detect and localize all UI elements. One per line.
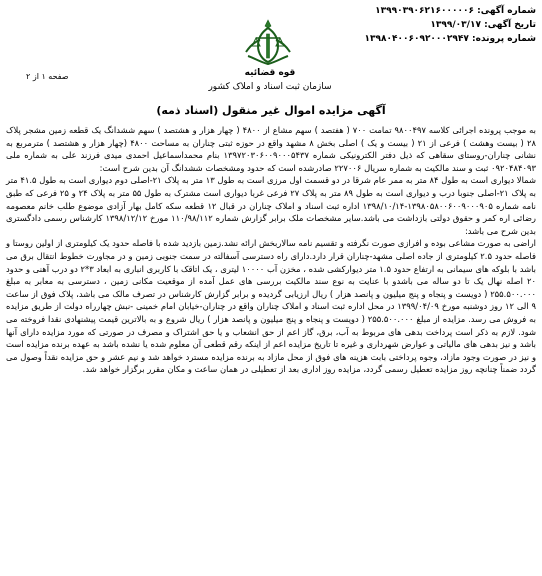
ad-number-row (346, 4, 536, 18)
case-number-label: شماره پرونده: (472, 34, 536, 44)
ad-number-label: شماره آگهی: (477, 6, 536, 16)
judiciary-name: قوه قضائیه (244, 68, 296, 78)
paragraph-boundaries: شمالا دیواری است به طول ۸۴ متر به ممر عام شرقا در دو قسمت اول مرزی است به طول ۱۳ متر به پلاک ۲۱-اصلی دوم دیواری است به طول ۴۱.۵ متر به پلاک ۲۱-اصلی جنوبا درب و دیواری است به طول ۸۹ متر به پلاک ۲۷ فرعی غربا دیواری است مشترک به طول ۵۵ متر به پلاک ۲۴ و ۲۵ فرعی که طبق نامه شماره ۱۳۹۸۰۵۸۰۰۶۰۰۹۰۰۰۹۰۵-۱۳۹۸/۱۰/۱۴ اداره ثبت اسناد و املاک چناران در قبال ۱۲ قطعه سکه کامل بهار آزادی موضوع طلب خانم معصومه رضائی اره کمر و حقوق دولتی بازداشت می باشد.سایر مشخصات ملک برابر گزارش شماره ۱۱۰/۹۸/۱۱۲ مورخ ۱۳۹۸/۱۲/۱۲ کارشناس رسمی دادگستری بدین شرح می باشد: (6, 175, 536, 236)
judiciary-emblem-icon (238, 16, 298, 68)
ad-meta-block (346, 4, 536, 46)
ad-number: ۱۳۹۹۰۳۹۰۶۲۱۶۰۰۰۰۰۶ (375, 6, 474, 16)
ad-date-row (346, 18, 536, 32)
registration-org-name: سازمان ثبت اسناد و املاک کشور (208, 82, 332, 92)
ad-date-label: تاریخ آگهی: (484, 20, 536, 30)
paragraph-details: اراضی به صورت مشاعی بوده و افرازی صورت نگرفته و تقسیم نامه سالاربخش ارائه نشد.زمین بازدید شده با فاصله حدود یک کیلومتری از اولین روستا و فاصله حدود ۲.۵ کیلومتری از جاده اصلی مشهد-چناران قرار دارد.دارای راه دسترسی آسفالته در سمت جنوبی زمین و در مجاورت خطوط انتقال برق می باشد با بلوکه های سیمانی به ارتفاع حدود ۱.۵ متر دیوارکشی شده ، مخزن آب ۱۰۰۰۰ لیتری ، یک اتاقک با کاربری انباری به ابعاد ۳*۲ دو درب آهنی و حدود ۲۰ اصله نهال یک تا دو ساله می باشدو با عنایت به نوع سند مالکیت بررسی های عمل آمده از موقعیت مکانی زمین ، دسترسی به معابر به مبلغ ۲۵۵.۵۰۰.۰۰۰ ( دویست و پنجاه و پنج میلیون و پانصد هزار ) ریال ارزیابی گردیده و برابر گزارش کارشناس در تصرف مالک می باشد، پلاک فوق از ساعت ۹ الی ۱۲ روز دوشنبه مورخ ۱۳۹۹/۰۴/۰۹ در محل اداره ثبت اسناد و املاک چناران واقع در چناران-خیابان امام خمینی -نبش چهارراه دولت از طریق مزایده به فروش می رسد. مزایده از مبلغ ۲۵۵.۵۰۰.۰۰۰ ( دویست و پنجاه و پنج میلیون و پانصد هزار ) ریال شروع و به بالاترین قیمت پیشنهادی نقدا فروخته می شود. لازم به ذکر است پرداخت بدهی های مربوط به آب، برق، گاز اعم از حق انشعاب و یا حق اشتراک و مصرف در صورتی که مورد مزایده دارای آنها باشد و نیز بدهی های مالیاتی و عوارض شهرداری و غیره تا تاریخ مزایده اعم از اینکه رقم قطعی آن معلوم شده یا نشده باشد به عهده برنده مزایده است و نیز در صورت وجود مازاد، وجوه پرداختی بابت هزینه های فوق از محل مازاد به برنده مزایده مسترد خواهد شد و نیم عشر و حق مزایده نقداً وصول می گردد ضمناً چنانچه روز مزایده تعطیل رسمی گردد، مزایده روز اداری بعد از تعطیلی در همان ساعت و مکان مقرر برگزار خواهد شد. (6, 238, 537, 375)
notice-body (6, 124, 536, 376)
document-header (0, 0, 542, 100)
ad-date: ۱۳۹۹/۰۳/۱۷ (430, 20, 481, 30)
case-number: ۱۳۹۸۰۴۰۰۶۰۹۲۰۰۰۲۹۴۷ (364, 34, 469, 44)
case-number-row (346, 32, 536, 46)
page-title: آگهی مزایده اموال غیر منقول (اسناد ذمه) (156, 104, 386, 117)
page-number: صفحه ۱ از ۲ (26, 72, 69, 81)
paragraph-intro: به موجب پرونده اجرائی کلاسه ۹۸۰۰۴۹۷ تمامت ۷۰۰ ( هفتصد ) سهم مشاع از ۴۸۰۰ ( چهار هزار و هشتصد ) سهم ششدانگ یک قطعه زمین مشجر پلاک ۲۸ ( بیست وهشت ) فرعی از ۲۱ ( بیست و یک ) اصلی بخش ۸ مشهد واقع در حوزه ثبتی چناران به مساحت ۴۸۰۰ (چهار هزار و هشتصد ) مترمربع به نشانی چناران-روستای سقاهی که ذیل دفتر الکترونیکی شماره ۱۳۹۷۲۰۳۰۶۰۰۹۰۰۰۵۴۳۷ بنام محمداسماعیل احمدی میدی فرزند علی به شماره ملی ۰۹۲۰۴۸۴۰۹۳ ثبت و سند مالکیت به شماره سریال ۲۲۷۰۰۶ صادرشده است که حدود ومشخصات ششدانگ آن بدین شرح است: (6, 125, 537, 173)
